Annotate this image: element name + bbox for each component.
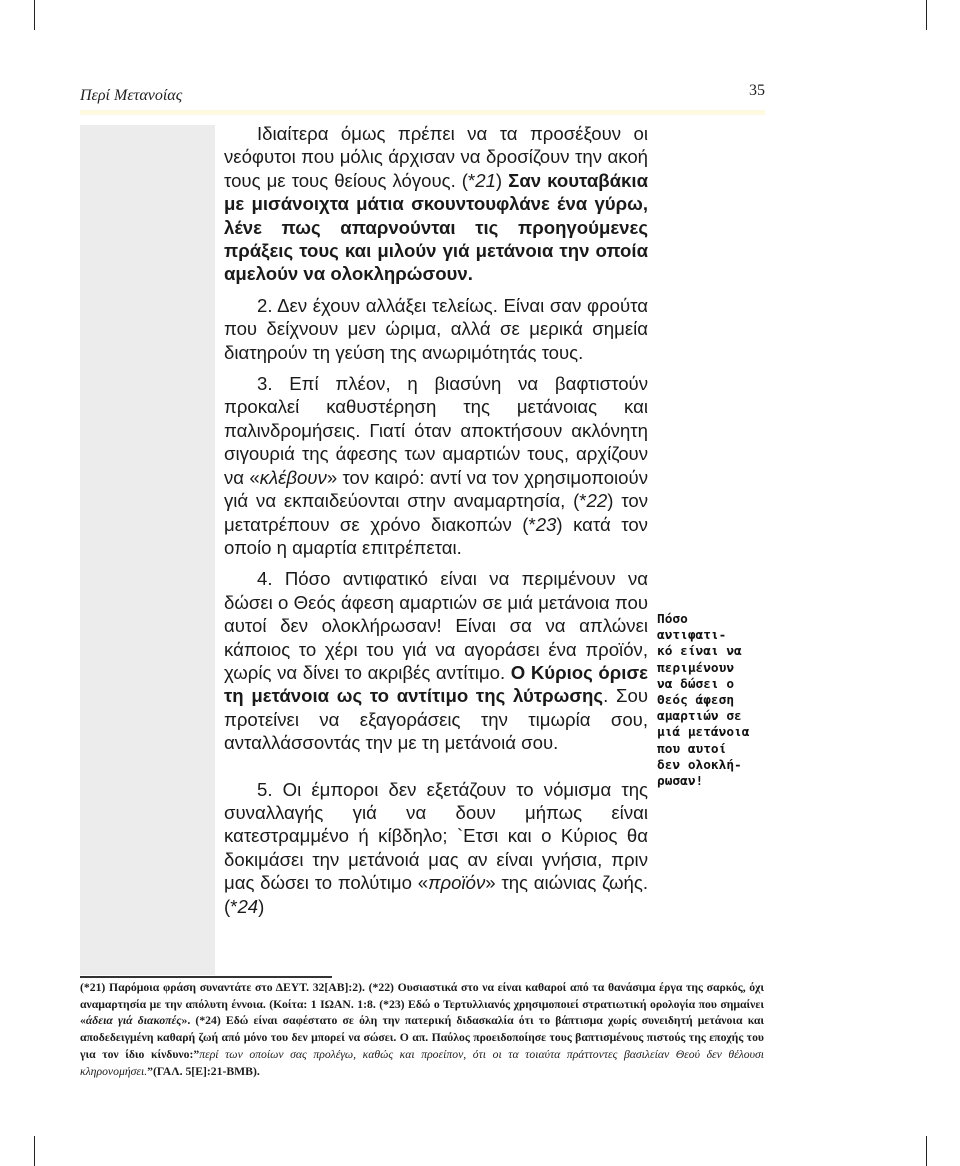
main-text-column (224, 122, 648, 918)
footnote-ref: 24 (237, 895, 259, 917)
crop-mark-top-right (926, 0, 927, 30)
footnotes: (*21) Παρόμοια φράση συναντάτε στο ΔΕΥΤ. 32[ΑΒ]:2). (*22) Ουσιαστικά στο να είναι καθαροί από τα θανάσιμα έργα της σαρκός, όχι αναμαρτησία με την απόλυτη έννοια. (Κοίτα: 1 ΙΩΑΝ. 1:8. (*23) Εδώ ο Τερτυλλιανός χρησιμοποιεί στρατιωτική ορολογία που σημαίνει «άδεια γιά διακοπές». (*24) Εδώ είναι σαφέστατο σε όλη την πατερική διδασκαλία ότι το βάπτισμα χωρίς συνειδητή μετάνοια και αποδεδειγμένη καθαρή ζωή από μόνο του δεν μπορεί να σώσει. Ο απ. Παύλος προειδοποίησε τους βαπτισμένους πιστούς της εποχής του για τον ίδιο κίνδυνο:”περί των οποίων σας προλέγω, καθώς και προείπον, ότι οι τα τοιαύτα πράττοντες βασιλείαν Θεού δεν θέλουσι κληρονομήσει.”(ΓΑΛ. 5[Ε]:21-ΒΜΒ). (80, 981, 764, 1078)
margin-pull-quote: Πόσο αντιφατι- κό είναι να περιμένουν να δώσει ο Θεός άφεση αμαρτιών σε μιά μετάνοια που αυτοί δεν ολοκλή- ρωσαν! (657, 612, 750, 790)
side-margin-band (80, 125, 215, 975)
crop-mark-top-left (34, 0, 35, 30)
paragraph-1: Ιδιαίτερα όμως πρέπει να τα προσέξουν οι νεόφυτοι που μόλις άρχισαν να δροσίζουν την ακοή τους με τους θείους λόγους. (*21) Σαν κουταβάκια με μισάνοιχτα μάτια σκουντουφλάνε ένα γύρω, λένε πως απαρνούνται τις προηγούμενες πράξεις τους και μιλούν γιά μετάνοια την οποία αμελούν να ολοκληρώσουν. (224, 123, 649, 285)
footnote-ref: 22 (586, 490, 608, 512)
paragraph-5: 5. Οι έμποροι δεν εξετάζουν το νόμισμα της συναλλαγής γιά να δουν μήπως είναι κατεστραμμένο ή κίβδηλο; `Ετσι και ο Κύριος θα δοκιμάσει την μετάνοιά μας αν είναι γνήσια, πριν μας δώσει το πολύτιμο «προϊόν» της αιώνιας ζωής. (*24) (224, 778, 648, 917)
paragraph-3: 3. Επί πλέον, η βιασύνη να βαφτιστούν προκαλεί καθυστέρηση της μετάνοιας και παλινδρομήσεις. Γιατί όταν αποκτήσουν ακλόνητη σιγουριά της άφεσης των αμαρτιών τους, αρχίζουν να «κλέβουν» τον καιρό: αντί να τον χρησιμοποιούν γιά να εκπαιδεύονται στην αναμαρτησία, (*22) τον μετατρέπουν σε χρόνο διακοπών (*23) κατά τον οποίο η αμαρτία επιτρέπεται. (224, 373, 648, 558)
running-title: Περί Μετανοίας (80, 87, 183, 104)
crop-mark-bottom-left (34, 1136, 35, 1166)
footnote-ref: 23 (535, 513, 557, 535)
footnote-ref: 21 (475, 169, 496, 191)
paragraph-2: 2. Δεν έχουν αλλάξει τελείως. Είναι σαν φρούτα που δείχνουν μεν ώριμα, αλλά σε μερικά σημεία διατηρούν τη γεύση της ανωριμότητάς τους. (224, 294, 648, 363)
crop-mark-bottom-right (926, 1136, 927, 1166)
header-band (80, 110, 765, 115)
paragraph-4: 4. Πόσο αντιφατικό είναι να περιμένουν να δώσει ο Θεός άφεση αμαρτιών σε μιά μετάνοια που αυτοί δεν ολοκλήρωσαν! Είναι σα να απλώνει κάποιος το χέρι του γιά να αγοράσει ένα προϊόν, χωρίς να δίνει το ακριβές αντίτιμο. Ο Κύριος όρισε τη μετάνοια ως το αντίτιμο της λύτρωσης. Σου προτείνει να εξαγοράσεις την τιμωρία σου, ανταλλάσσοντάς την με τη μετάνοιά σου. (224, 568, 649, 754)
footnote-rule (80, 976, 332, 978)
page-number: 35 (749, 82, 765, 99)
